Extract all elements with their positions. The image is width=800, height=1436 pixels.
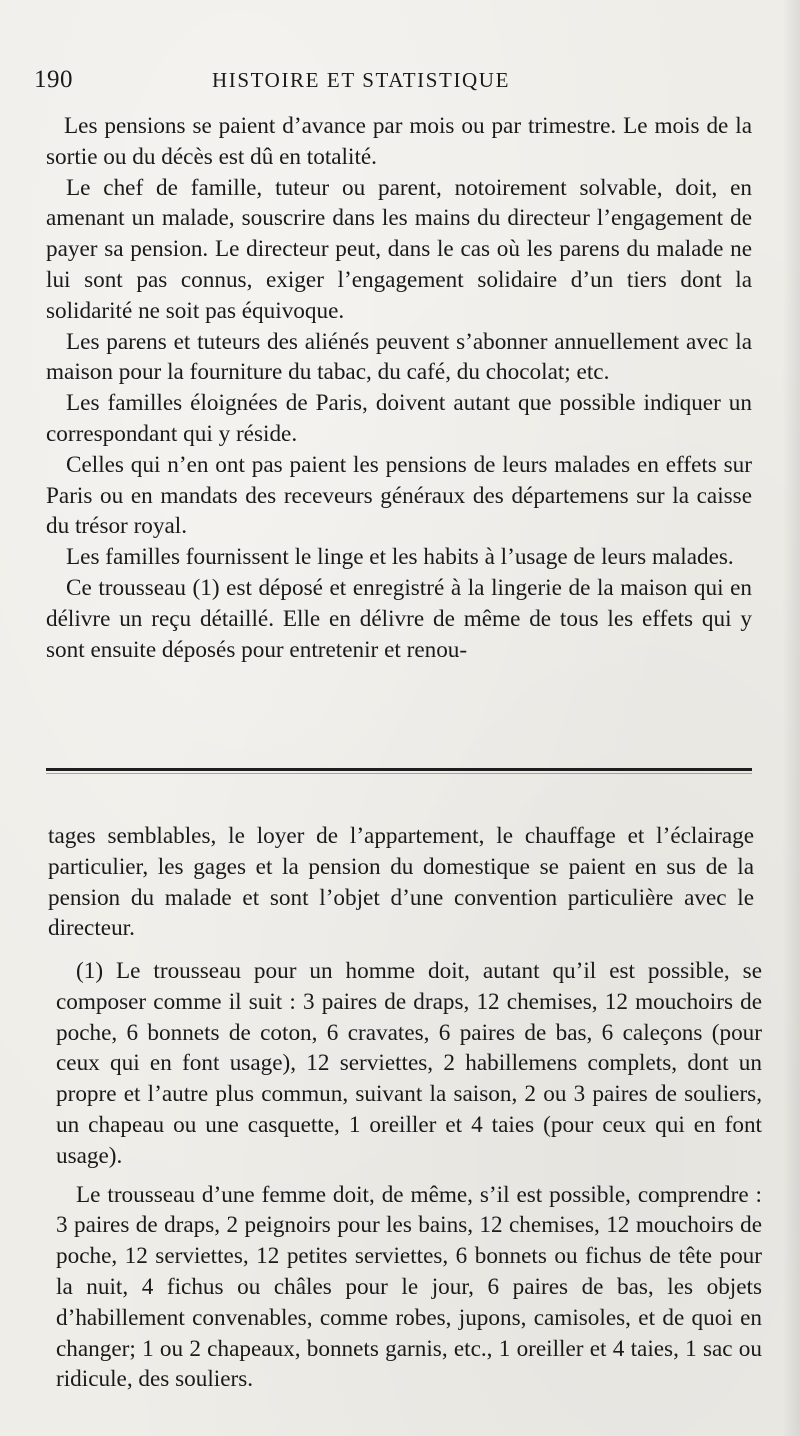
paragraph: Les familles éloignées de Paris, doivent autant que possible indiquer un correspondant qui y réside. [46,390,752,447]
main-text [46,111,752,665]
paragraph: Les familles fournissent le linge et les habits à l’usage de leurs malades. [66,544,734,571]
paragraph: Le chef de famille, tuteur ou parent, notoirement solvable, doit, en amenant un malade, souscrire dans les mains du directeur l’engagement de payer sa pension. Le directeur peut, dans le cas où les parens du malade ne lui sont pas connus, exiger l’engagement solidaire d’un tiers dont la solidarité ne soit pas équivoque. [46,174,752,324]
page-edge-shadow [782,0,800,1436]
paragraph: Les pensions se paient d’avance par mois ou par trimestre. Le mois de la sortie ou du décès est dû en totalité. [46,113,752,170]
continuation-paragraph: tages semblables, le loyer de l’appartement, le chauffage et l’éclairage particulier, les gages et la pension du domestique se paient en sus de la pension du malade et sont l’objet d’une convention particulière avec le directeur. [48,823,754,942]
footnote-separator-shadow [46,773,752,774]
page-number: 190 [34,66,73,93]
page-header [34,66,754,100]
footnote-1-continued: Le trousseau d’une femme doit, de même, s’il est possible, comprendre : 3 paires de draps, 2 peignoirs pour les bains, 12 chemises, 12 mouchoirs de poche, 12 serviettes, 12 petites serviettes, 6 bonnets ou fichus de tête pour la nuit, 4 fichus ou châles pour le jour, 6 paires de bas, les objets d’habillement convenables, comme robes, jupons, camisoles, et de quoi en changer; 1 ou 2 chapeaux, bonnets garnis, etc., 1 oreiller et 4 taies, 1 sac ou ridicule, des souliers. [56,1181,762,1393]
paragraph: Les parens et tuteurs des aliénés peuvent s’abonner annuellement avec la maison pour la fourniture du tabac, du café, du chocolat; etc. [46,328,752,386]
footnotes [56,956,762,1395]
paragraph: Celles qui n’en ont pas paient les pensions de leurs malades en effets sur Paris ou en mandats des receveurs généraux des départemens sur la caisse du trésor royal. [46,451,752,540]
running-head: HISTOIRE ET STATISTIQUE [212,68,510,92]
footnote-continuation [48,821,754,944]
footnote-1: (1) Le trousseau pour un homme doit, autant qu’il est possible, se composer comme il suit : 3 paires de draps, 12 chemises, 12 mouchoirs de poche, 6 bonnets de coton, 6 cravates, 6 paires de bas, 6 caleçons (pour ceux qui en font usage), 12 serviettes, 2 habillemens complets, dont un propre et l’autre plus commun, suivant la saison, 2 ou 3 paires de souliers, un chapeau ou une casquette, 1 oreiller et 4 taies (pour ceux qui en font usage). [56,958,762,1169]
paragraph: Ce trousseau (1) est déposé et enregistré à la lingerie de la maison qui en délivre un reçu détaillé. Elle en délivre de même de tous les effets qui y sont ensuite déposés pour entretenir et renou- [46,574,752,663]
footnote-separator-rule [46,768,752,771]
